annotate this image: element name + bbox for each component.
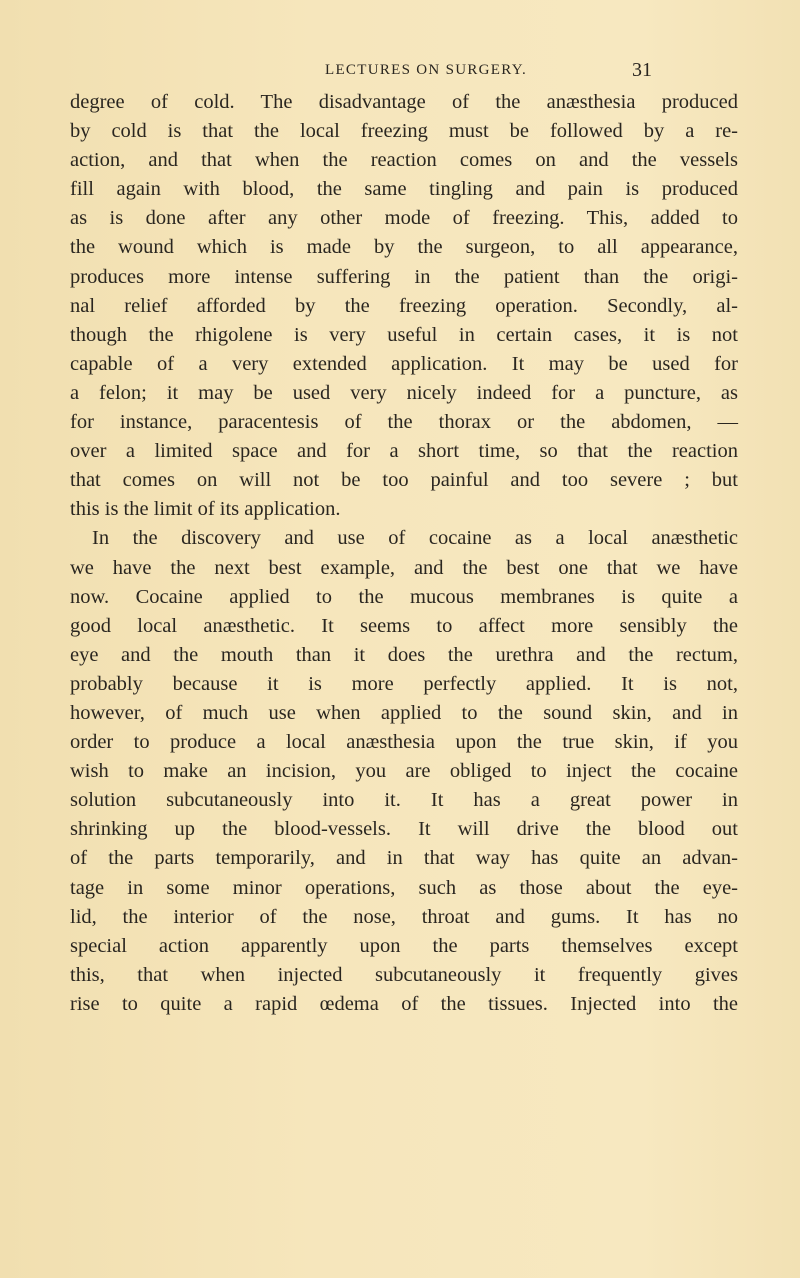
- body-text: [70, 88, 738, 1019]
- page-number: 31: [632, 59, 652, 81]
- text-line: that comes on will not be too painful and too severe ; but: [70, 469, 738, 492]
- text-line: capable of a very extended application. It may be used for: [70, 352, 738, 375]
- text-line: for instance, paracentesis of the thorax or the abdomen, —: [70, 411, 738, 434]
- text-line: we have the next best example, and the best one that we have: [70, 556, 738, 579]
- page-header: [325, 59, 652, 88]
- text-line: action, and that when the reaction comes on and the vessels: [70, 149, 738, 172]
- text-line: special action apparently upon the parts themselves except: [70, 934, 738, 957]
- text-line: though the rhigolene is very useful in certain cases, it is not: [70, 323, 738, 346]
- text-line: eye and the mouth than it does the urethra and the rectum,: [70, 643, 738, 666]
- text-line: fill again with blood, the same tingling and pain is produced: [70, 178, 738, 201]
- text-line: this, that when injected subcutaneously it frequently gives: [70, 963, 738, 986]
- text-line: wish to make an incision, you are obliged to inject the cocaine: [70, 760, 738, 783]
- text-line: the wound which is made by the surgeon, to all appearance,: [70, 236, 738, 259]
- text-line: lid, the interior of the nose, throat and gums. It has no: [70, 905, 738, 928]
- text-line: good local anæsthetic. It seems to affect more sensibly the: [70, 614, 738, 637]
- text-line: a felon; it may be used very nicely indeed for a puncture, as: [70, 381, 738, 404]
- text-line: as is done after any other mode of freezing. This, added to: [70, 207, 738, 230]
- text-line: solution subcutaneously into it. It has a great power in: [70, 789, 738, 812]
- text-line: produces more intense suffering in the patient than the origi-: [70, 265, 738, 288]
- text-line: over a limited space and for a short time, so that the reaction: [70, 440, 738, 463]
- text-line: In the discovery and use of cocaine as a local anæsthetic: [92, 527, 738, 550]
- text-line: rise to quite a rapid œdema of the tissues. Injected into the: [70, 992, 738, 1015]
- text-line: shrinking up the blood-vessels. It will drive the blood out: [70, 818, 738, 841]
- text-line: by cold is that the local freezing must be followed by a re-: [70, 120, 738, 143]
- text-line: probably because it is more perfectly applied. It is not,: [70, 672, 738, 695]
- text-line: however, of much use when applied to the sound skin, and in: [70, 701, 738, 724]
- text-line: of the parts temporarily, and in that way has quite an advan-: [70, 847, 738, 870]
- text-line: now. Cocaine applied to the mucous membranes is quite a: [70, 585, 738, 608]
- text-line: degree of cold. The disadvantage of the anæsthesia produced: [70, 91, 738, 113]
- text-line: order to produce a local anæsthesia upon the true skin, if you: [70, 731, 738, 754]
- running-title: LECTURES ON SURGERY.: [325, 62, 528, 78]
- text-line: nal relief afforded by the freezing operation. Secondly, al-: [70, 294, 738, 317]
- text-line: tage in some minor operations, such as those about the eye-: [70, 876, 738, 899]
- text-line: this is the limit of its application.: [70, 498, 341, 521]
